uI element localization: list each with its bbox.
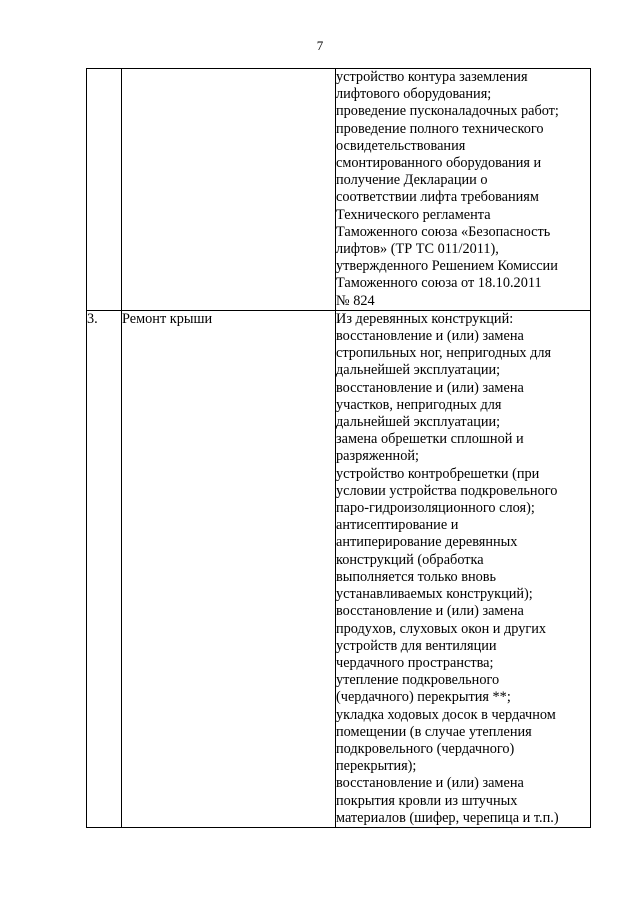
description-line: стропильных ног, непригодных для <box>336 345 552 362</box>
description-line: укладка ходовых досок в чердачном <box>336 706 556 723</box>
description-line: смонтированного оборудования и <box>336 155 542 172</box>
description-line: дальнейшей эксплуатации; <box>336 362 501 379</box>
description-line: освидетельствования <box>336 137 466 154</box>
works-table <box>86 68 591 828</box>
description-line: (чердачного) перекрытия **; <box>336 689 511 706</box>
description-line: восстановление и (или) замена <box>336 775 524 792</box>
description-line: лифтового оборудования; <box>336 86 492 103</box>
description-line: получение Декларации о <box>336 172 488 189</box>
description-line: устройств для вентиляции <box>336 637 497 654</box>
work-name-cell: Ремонт крыши <box>122 310 336 827</box>
table-row <box>87 69 591 311</box>
description-line: материалов (шифер, черепица и т.п.) <box>336 809 559 826</box>
description-line: Из деревянных конструкций: <box>336 310 514 327</box>
description-line: перекрытия); <box>336 758 417 775</box>
row-number-cell <box>87 69 122 311</box>
description-line: антиперирование деревянных <box>336 534 518 551</box>
description-line: восстановление и (или) замена <box>336 603 524 620</box>
description-line: Таможенного союза «Безопасность <box>336 223 551 240</box>
description-line: помещении (в случае утепления <box>336 723 532 740</box>
description-line: устройство контура заземления <box>336 69 528 85</box>
description-line: чердачного пространства; <box>336 654 494 671</box>
description-line: Таможенного союза от 18.10.2011 <box>336 275 542 292</box>
description-line: выполняется только вновь <box>336 568 497 585</box>
page-number: 7 <box>316 38 324 53</box>
row-number-cell: 3. <box>87 310 122 827</box>
work-description-cell <box>336 69 591 311</box>
description-line: замена обрешетки сплошной и <box>336 431 524 448</box>
description-line: разряженной; <box>336 448 419 465</box>
description-line: лифтов» (ТР ТС 011/2011), <box>336 241 499 258</box>
description-line: проведение полного технического <box>336 120 544 137</box>
description-line: продухов, слуховых окон и других <box>336 620 547 637</box>
description-line: паро-гидроизоляционного слоя); <box>336 500 535 517</box>
description-line: № 824 <box>336 292 375 309</box>
description-line: дальнейшей эксплуатации; <box>336 414 501 431</box>
description-line: условии устройства подкровельного <box>336 482 558 499</box>
description-line: проведение пусконаладочных работ; <box>336 103 559 120</box>
description-line: утепление подкровельного <box>336 672 500 689</box>
table-row <box>87 310 591 827</box>
description-line: антисептирование и <box>336 517 459 534</box>
description-line: восстановление и (или) замена <box>336 379 524 396</box>
description-line: подкровельного (чердачного) <box>336 740 515 757</box>
description-line: утвержденного Решением Комиссии <box>336 258 558 275</box>
description-line: Технического регламента <box>336 206 491 223</box>
description-line: участков, непригодных для <box>336 396 502 413</box>
description-line: соответствии лифта требованиям <box>336 189 539 206</box>
description-line: покрытия кровли из штучных <box>336 792 518 809</box>
description-line: конструкций (обработка <box>336 551 484 568</box>
description-line: устройство контробрешетки (при <box>336 465 540 482</box>
work-name-cell <box>122 69 336 311</box>
work-description-cell <box>336 310 591 827</box>
description-line: восстановление и (или) замена <box>336 328 524 345</box>
description-line: устанавливаемых конструкций); <box>336 586 533 603</box>
